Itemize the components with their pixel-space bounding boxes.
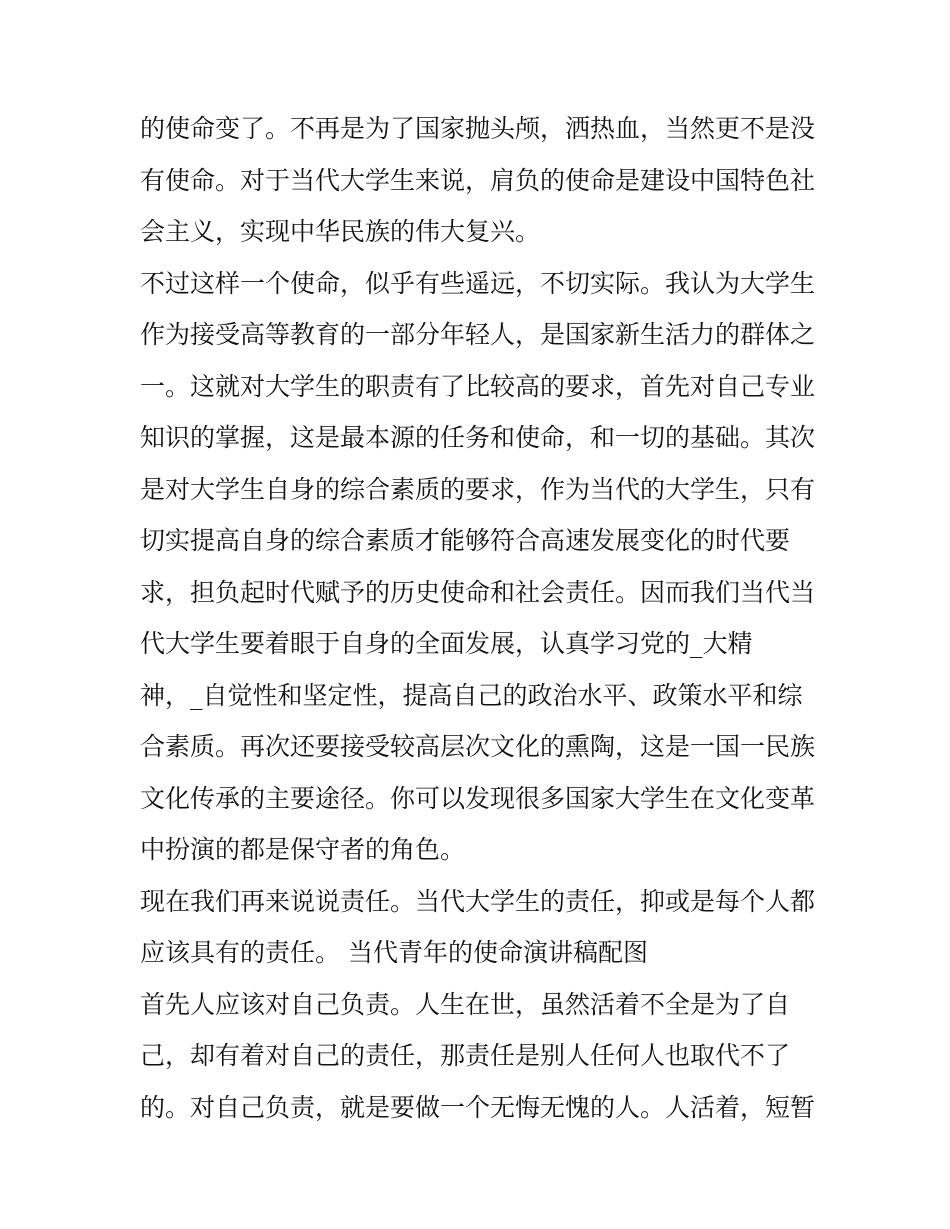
text-line: 的。对自己负责，就是要做一个无悔无愧的人。人活着，短暂	[140, 1092, 816, 1122]
text-line: 一。这就对大学生的职责有了比较高的要求，首先对自己专业	[140, 371, 816, 401]
body-text	[140, 103, 820, 1133]
text-line: 合素质。再次还要接受较高层次文化的熏陶，这是一国一民族	[140, 732, 816, 761]
text-line: 知识的掌握，这是最本源的任务和使命，和一切的基础。其次	[140, 423, 816, 452]
text-line: 有使命。对于当代大学生来说，肩负的使命是建设中国特色社	[140, 165, 816, 195]
text-line: 应该具有的责任。 当代青年的使命演讲稿配图	[140, 938, 648, 967]
text-line: 切实提高自身的综合素质才能够符合高速发展变化的时代要	[140, 526, 791, 555]
text-line: 中扮演的都是保守者的角色。	[140, 835, 466, 864]
text-line: 现在我们再来说说责任。当代大学生的责任，抑或是每个人都	[140, 886, 816, 916]
text-line: 己，却有着对自己的责任，那责任是别人任何人也取代不了	[140, 1041, 791, 1070]
text-line: 会主义，实现中华民族的伟大复兴。	[140, 217, 541, 246]
text-line: 作为接受高等教育的一部分年轻人，是国家新生活力的群体之	[140, 320, 816, 349]
text-line: 神，_自觉性和坚定性，提高自己的政治水平、政策水平和综	[140, 680, 803, 710]
text-line: 代大学生要着眼于自身的全面发展，认真学习党的_大精	[140, 629, 753, 658]
text-line: 文化传承的主要途径。你可以发现很多国家大学生在文化变革	[140, 783, 816, 813]
text-line: 求，担负起时代赋予的历史使命和社会责任。因而我们当代当	[140, 577, 816, 607]
text-line: 的使命变了。不再是为了国家抛头颅，洒热血，当然更不是没	[140, 114, 816, 143]
text-line: 不过这样一个使命，似乎有些遥远，不切实际。我认为大学生	[140, 268, 816, 298]
text-line: 首先人应该对自己负责。人生在世，虽然活着不全是为了自	[140, 989, 791, 1019]
text-line: 是对大学生自身的综合素质的要求，作为当代的大学生，只有	[140, 474, 816, 504]
